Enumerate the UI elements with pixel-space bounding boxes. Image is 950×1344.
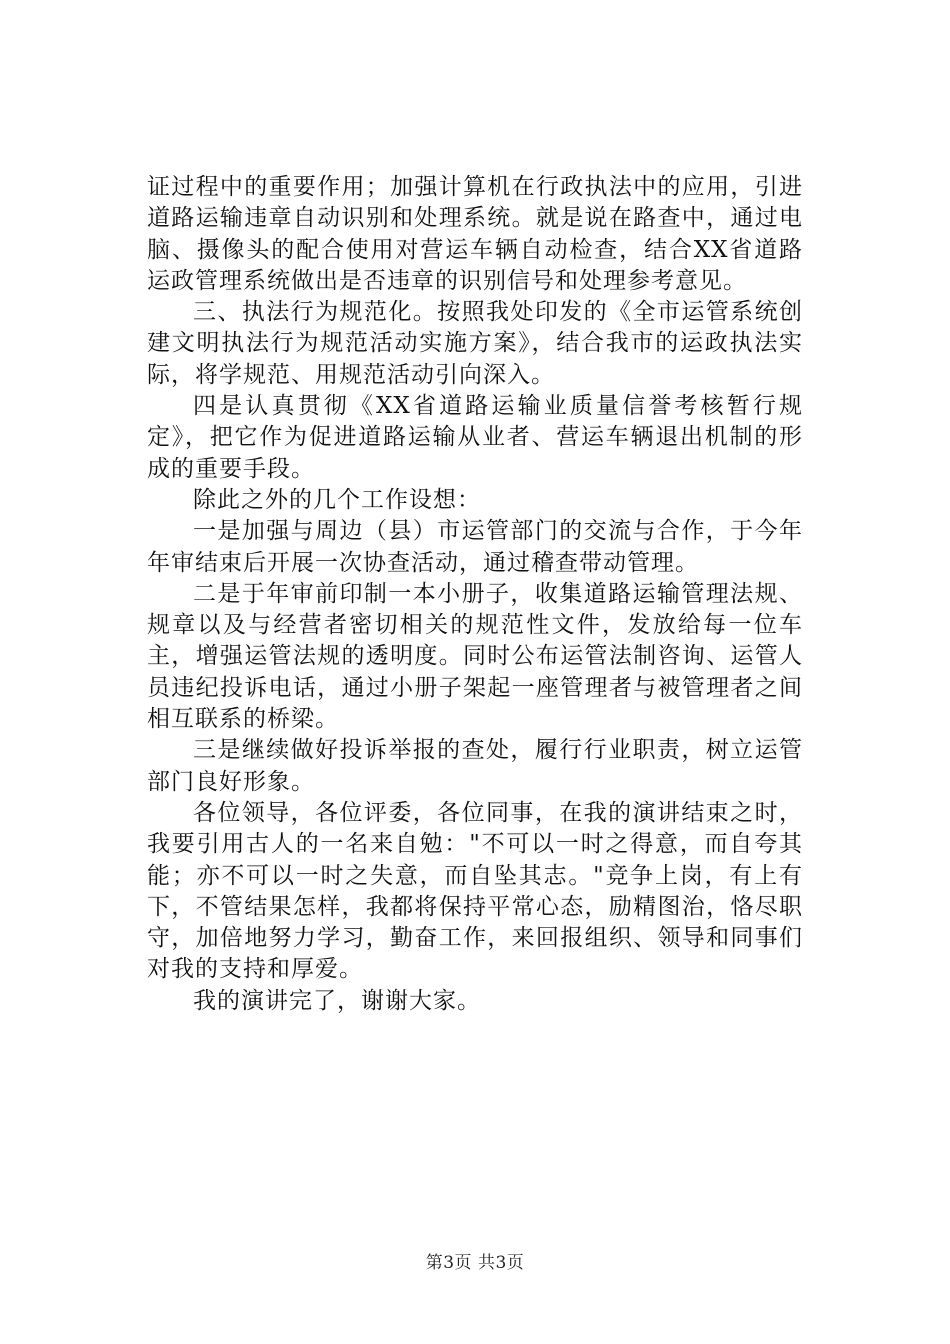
paragraph-continuation: 证过程中的重要作用；加强计算机在行政执法中的应用，引进道路运输违章自动识别和处理系统。就是说在路查中，通过电脑、摄像头的配合使用对营运车辆自动检查，结合XX省道路运政管理系统做出是否违章的识别信号和处理参考意见。 <box>147 174 803 294</box>
page-number-footer: 第3页 共3页 <box>425 1253 525 1273</box>
paragraph-plan-three: 三是继续做好投诉举报的查处，履行行业职责，树立运管部门良好形象。 <box>147 737 803 795</box>
paragraph-closing-remarks: 各位领导，各位评委，各位同事，在我的演讲结束之时，我要引用古人的一名来自勉："不可以一时之得意，而自夸其能；亦不可以一时之失意，而自坠其志。"竞争上岗，有上有下，不管结果怎样，我都将保持平常心态，励精图治，恪尽职守，加倍地努力学习，勤奋工作，来回报组织、领导和同事们对我的支持和厚爱。 <box>147 799 803 983</box>
paragraph-other-plans-intro: 除此之外的几个工作设想： <box>193 486 481 513</box>
paragraph-enforcement-standardization: 三、执法行为规范化。按照我处印发的《全市运管系统创建文明执法行为规范活动实施方案》，结合我市的运政执法实际，将学规范、用规范活动引向深入。 <box>147 299 803 388</box>
paragraph-plan-one: 一是加强与周边（县）市运管部门的交流与合作，于今年年审结束后开展一次协查活动，通过稽查带动管理。 <box>147 518 803 576</box>
paragraph-credit-assessment: 四是认真贯彻《XX省道路运输业质量信誉考核暂行规定》，把它作为促进道路运输从业者、营运车辆退出机制的形成的重要手段。 <box>147 393 803 482</box>
document-body <box>147 172 803 1017</box>
paragraph-thanks: 我的演讲完了，谢谢大家。 <box>193 987 481 1014</box>
paragraph-plan-two: 二是于年审前印制一本小册子，收集道路运输管理法规、规章以及与经营者密切相关的规范性文件，发放给每一位车主，增强运管法规的透明度。同时公布运管法制咨询、运管人员违纪投诉电话，通过小册子架起一座管理者与被管理者之间相互联系的桥梁。 <box>147 580 803 733</box>
